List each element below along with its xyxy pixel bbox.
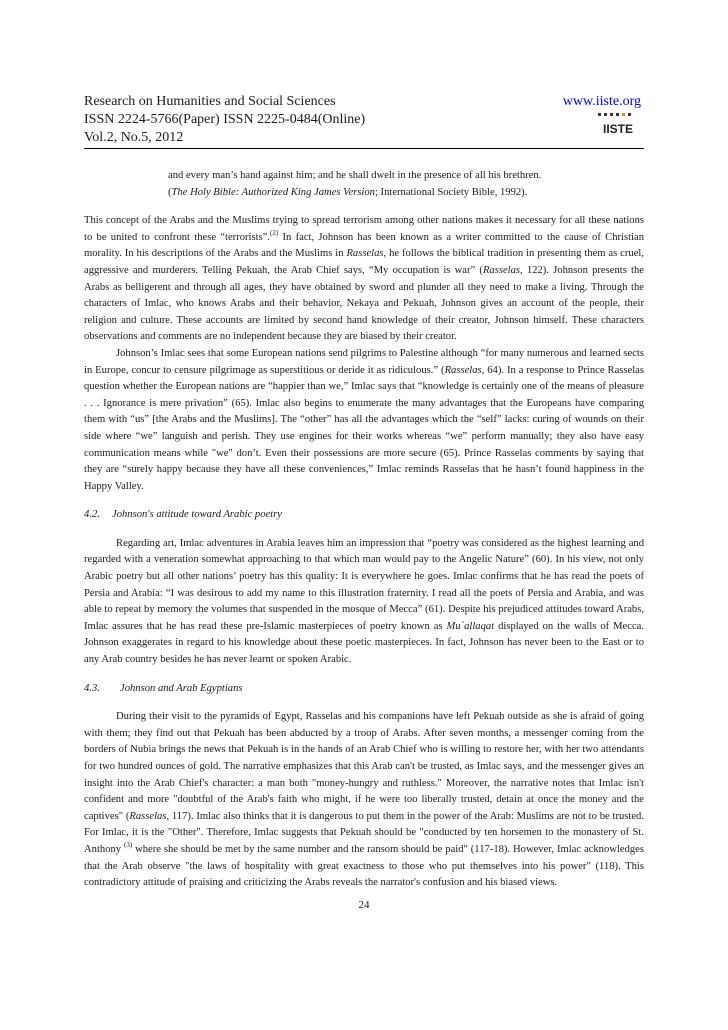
header-rule <box>84 148 644 149</box>
article-body <box>84 168 644 892</box>
quote-line-2: (The Holy Bible: Authorized King James Version; International Society Bible, 1992). <box>168 186 528 198</box>
journal-issn: ISSN 2224-5766(Paper) ISSN 2225-0484(Online) <box>84 112 366 127</box>
quote-line-1: and every man’s hand against him; and he shall dwelt in the presence of all his brethren. <box>168 170 542 181</box>
journal-title: Research on Humanities and Social Sciences <box>84 94 336 109</box>
section-heading-4-2: 4.2. Johnson's attitude toward Arabic poetry <box>84 509 282 521</box>
journal-header <box>84 93 644 153</box>
footnote-ref-2: (2) <box>270 228 279 237</box>
bible-quote <box>84 168 644 201</box>
paragraph-4: During their visit to the pyramids of Egypt, Rasselas and his companions have left Pekuah outside as she is afraid of going with them; they find out that Pekuah has been abducted by a troop of Arabs. After seven months, a messenger coming from the borders of Nubia brings the news that Pekuah is in the hands of an Arab Chief who is willing to restore her, with her two attendants for two hundred ounces of gold. The narrative emphasizes that this Arab can't be trusted, as Imlac says, and the messenger gives an insight into the Arab Chief's character: a man both "money-hungry and ruthless." Moreover, the narrative notes that Imlac isn't confident and more "doubtful of the Arab's faith who might, if he were too liberally trusted, detain at once the money and the captives" (Rasselas, 117). Imlac also thinks that it is dangerous to put them in the power of the Arab: Muslims are not to be trusted. For Imlac, it is the "Other". Therefore, Imlac suggests that Pekuah should be "conducted by ten horsemen to the monastery of St. Anthony $^{(3)}$ where she should be met by the same number and the ransom should be paid" (117-18). However, Imlac acknowledges that the Arab observe "the laws of hospitality with great exactness to those who put themselves into his power" (118). This contradictory attitude of praising and criticizing the Arabs reveals the narrator's confusion and his biased views. <box>84 711 644 889</box>
section-heading-4-3: 4.3. Johnson and Arab Egyptians <box>84 682 243 694</box>
page-number: 24 <box>358 899 370 911</box>
paragraph-3: Regarding art, Imlac adventures in Arabia leaves him an impression that “poetry was considered as the highest learning and regarded with a veneration somewhat approaching to that which man would pay to the Angelic Nature” (60). In his view, not only Arabic poetry but all other nations’ poetry has this quality: It is everywhere he goes. Imlac confirms that he has read the poets of Persia and Arabia: “I was desirous to add my name to this illustration fraternity. I read all the poets of Persia and Arabia, and was able to repeat by memory the volumes that suspended in the mosque of Mecca” (61). Despite his prejudiced attitudes toward Arabs, Imlac assures that he has read these pre-Islamic masterpieces of poetry known as Mu`allaqat displayed on the walls of Mecca. Johnson exaggerates in regard to his knowledge about these poetic masterpieces. In fact, Johnson has never been to the East or to any Arab country besides he has never learnt or spoken Arabic. <box>84 537 644 666</box>
footnote-ref-3: (3) <box>124 840 133 849</box>
journal-url-link[interactable]: www.iiste.org <box>562 94 641 109</box>
quote-citation-title: The Holy Bible: Authorized King James Version <box>171 186 375 198</box>
paragraph-1: This concept of the Arabs and the Muslims trying to spread terrorism among other nations makes it necessary for all these nations to be united to confront these “terrorists”.$^{(2)}$ In fact, Johnson has been known as a writer committed to the cause of Christian morality. In his descriptions of the Arabs and the Muslims in Rasselas, he follows the biblical tradition in presenting them as cruel, aggressive and murderers. Telling Pekuah, the Arab Chief says, “My occupation is war” (Rasselas, 122). Johnson presents the Arabs as belligerent and through all ages, they have obtained by sword and plunder all they need to make a living. Through the characters of Imlac, who knows Arabs and their behavior, Nekaya and Pekuah, Johnson gives an account of the people, their religion and culture. These accounts are limited by second hand knowledge of their creator, Johnson himself. These characters observations and comments are no independent because they are biased by their creator. <box>84 215 645 343</box>
journal-volume: Vol.2, No.5, 2012 <box>84 130 184 145</box>
paragraph-2: Johnson’s Imlac sees that some European nations send pilgrims to Palestine although “for many numerous and learned sects in Europe, concur to censure pilgrimage as superstitious or deride it as ridiculous.” (Rasselas, 64). In a response to Prince Rasselas question whether the European nations are “happier than we,” Imlac says that “knowledge is certainly one of the means of pleasure . . . Ignorance is mere privation” (65). Imlac also begins to enumerate the many advantages that the Europeans have comparing them with “us” [the Arabs and the Muslims]. The “other” has all the advantages which the “self” lacks: curing of wounds on their side where “we” languish and perish. They use engines for their works whereas “we” perform manually; they also have easy communication means while "we" don’t. Even their possessions are more secure (65). Prince Rasselas comments by saying that they are “surely happy because they have all these conveniences,” Imlac reminds Rasselas that he hasn’t found happiness in the Happy Valley. <box>84 347 644 492</box>
iiste-logo <box>596 112 640 136</box>
logo-text: IISTE <box>602 122 634 136</box>
